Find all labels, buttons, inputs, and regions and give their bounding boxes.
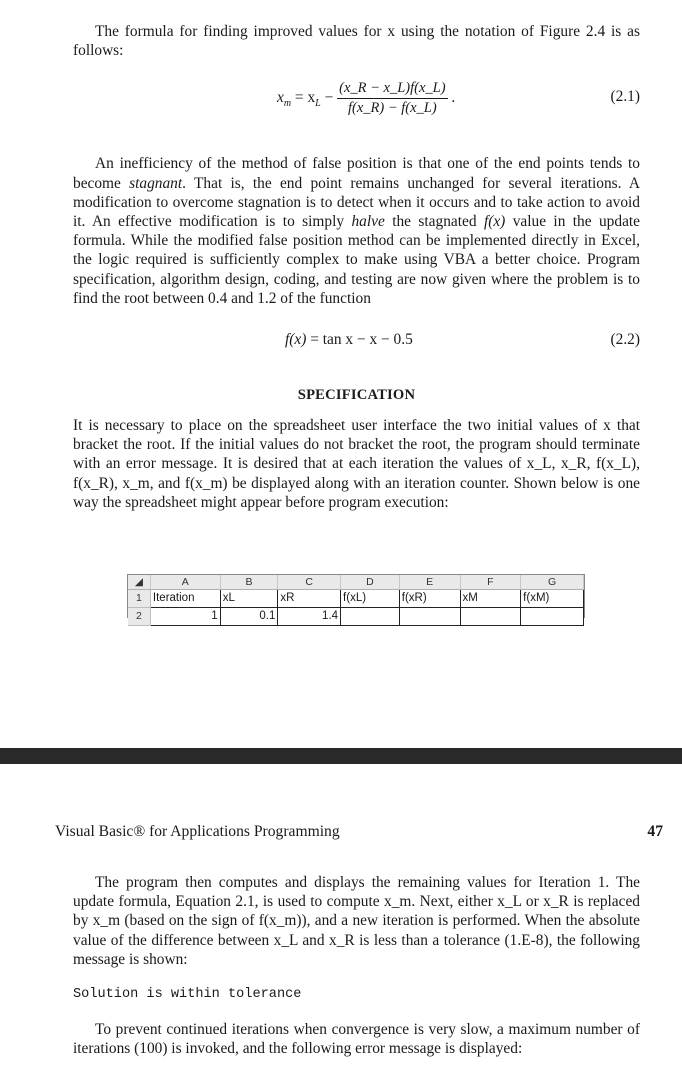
page-number: 47 <box>647 823 663 840</box>
eq1-numerator: (x_R − x_L)f(x_L) <box>337 80 447 99</box>
max-iterations-paragraph: To prevent continued iterations when convergence is very slow, a maximum number of iterations (100) is invoked, and the following error message is displayed: <box>73 1021 640 1058</box>
para2-text-a: An inefficiency of the method of false position is that one of the end points tends to become <box>73 155 640 192</box>
section-heading: SPECIFICATION <box>297 387 416 404</box>
cell-g2[interactable] <box>521 608 584 626</box>
intro-paragraph: The formula for finding improved values for x using the notation of Figure 2.4 is as follows: <box>73 23 640 60</box>
cell-d1[interactable]: f(xL) <box>341 590 400 608</box>
page-break-band <box>0 748 682 764</box>
iteration-paragraph: The program then computes and displays the remaining values for Iteration 1. The update formula, Equation 2.1, is used to compute x_m. Next, either x_L or x_R is replaced by x_m (based on the sign of f(x_m)), and a new iteration is performed. When the absolute value of the difference between x_L and x_R is less than a tolerance (1.E-8), the following message is shown: <box>73 874 640 968</box>
para2-text-c: the stagnated <box>384 213 484 231</box>
eq1-lhs-sub: m <box>283 98 292 110</box>
column-header-c[interactable]: C <box>278 575 341 590</box>
cell-f2[interactable] <box>460 608 521 626</box>
running-head-title: Visual Basic® for Applications Programming <box>55 823 340 840</box>
eq1-lhs: x <box>277 89 284 107</box>
page-top <box>73 22 640 512</box>
column-header-b[interactable]: B <box>220 575 278 590</box>
eq2-number: (2.2) <box>610 331 640 349</box>
eq1-mid: = x <box>291 89 316 107</box>
cell-f1[interactable]: xM <box>460 590 521 608</box>
spreadsheet-row <box>128 608 584 626</box>
eq1-fraction <box>337 80 447 117</box>
eq1-mid-sub: L <box>315 98 321 110</box>
eq1-denominator: f(x_R) − f(x_L) <box>347 100 437 117</box>
spreadsheet <box>127 574 585 622</box>
equation-2-2 <box>73 331 640 355</box>
code-message: Solution is within tolerance <box>73 987 302 1003</box>
cell-d2[interactable] <box>341 608 400 626</box>
row-number[interactable]: 1 <box>128 590 150 608</box>
equation-2-1 <box>73 74 640 132</box>
specification-paragraph: It is necessary to place on the spreadsheet user interface the two initial values of x that bracket the root. If the initial values do not bracket the root, the program should terminate with an error message. It is desired that at each iteration the values of x_L, x_R, f(x_L), f(x_R), x_m, and f(x_m) be displayed along with an iteration counter. Shown below is one way the spreadsheet might appear before program execution: <box>73 417 640 511</box>
cell-c2[interactable]: 1.4 <box>278 608 341 626</box>
corner-cell: ◢ <box>128 575 150 590</box>
spreadsheet-row <box>128 590 584 608</box>
running-header <box>55 823 663 841</box>
cell-e1[interactable]: f(xR) <box>399 590 460 608</box>
cell-b2[interactable]: 0.1 <box>220 608 278 626</box>
cell-e2[interactable] <box>399 608 460 626</box>
paragraph-stagnation <box>73 154 640 308</box>
column-header-row <box>128 575 584 590</box>
column-header-g[interactable]: G <box>521 575 584 590</box>
cell-g1[interactable]: f(xM) <box>521 590 584 608</box>
cell-b1[interactable]: xL <box>220 590 278 608</box>
para2-text-b: . That is, the end point remains unchanged for several iterations. A modification to overcome stagnation is to detect when it occurs and to take action to avoid it. An effective modification is to simply <box>73 174 641 231</box>
page-bottom <box>73 873 640 1058</box>
column-header-f[interactable]: F <box>460 575 521 590</box>
row-number[interactable]: 2 <box>128 608 150 626</box>
para2-text-d: value in the update formula. While the modified false position method can be implemented directly in Excel, the logic required is sufficiently complex to make using VBA a better choice. Program specification, algorithm design, coding, and testing are now given where the problem is to find the root between 0.4 and 1.2 of the function <box>73 213 641 307</box>
cell-a2[interactable]: 1 <box>150 608 220 626</box>
eq1-minus: − <box>320 89 338 107</box>
eq2-fx: f(x) <box>285 331 307 349</box>
eq1-tail: . <box>451 89 456 107</box>
eq2-rest: = tan x − x − 0.5 <box>306 331 413 349</box>
para2-fx: f(x) <box>483 213 506 231</box>
column-header-e[interactable]: E <box>399 575 460 590</box>
eq1-number: (2.1) <box>610 88 640 106</box>
cell-c1[interactable]: xR <box>278 590 341 608</box>
column-header-d[interactable]: D <box>341 575 400 590</box>
para2-stagnant: stagnant <box>129 174 183 192</box>
cell-a1[interactable]: Iteration <box>150 590 220 608</box>
column-header-a[interactable]: A <box>150 575 220 590</box>
para2-halve: halve <box>351 213 385 231</box>
